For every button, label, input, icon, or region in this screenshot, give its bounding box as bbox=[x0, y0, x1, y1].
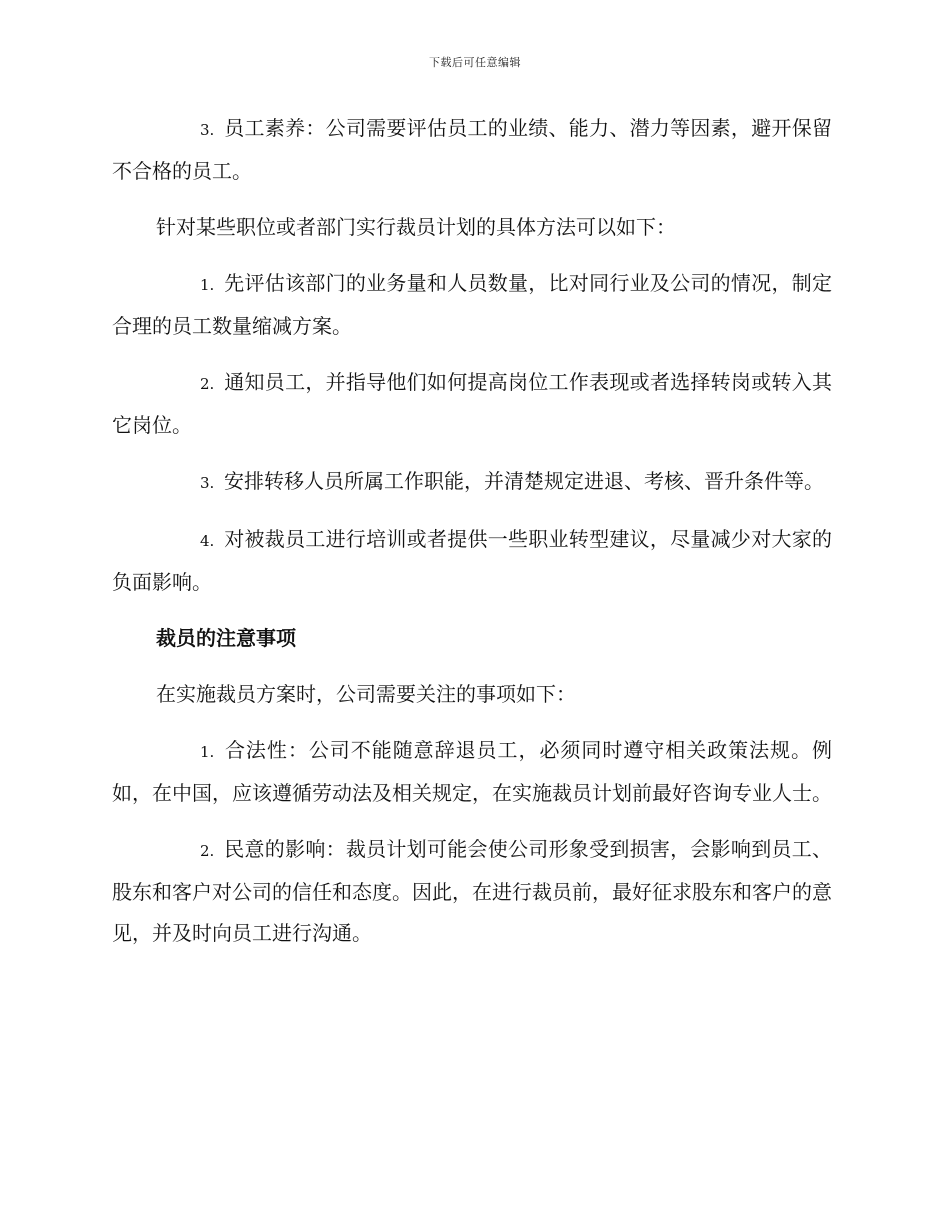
list-item bbox=[112, 263, 832, 347]
paragraph: 针对某些职位或者部门实行裁员计划的具体方法可以如下： bbox=[156, 215, 676, 239]
list-number: 3. bbox=[200, 474, 215, 492]
list-number: 4. bbox=[200, 532, 215, 550]
page-header: 下载后可任意编辑 bbox=[429, 56, 521, 69]
list-text: 民意的影响：裁员计划可能会使公司形象受到损害，会影响到员工、股东和客户对公司的信任和态度。因此，在进行裁员前，最好征求股东和客户的意见，并及时向员工进行沟通。 bbox=[112, 837, 832, 945]
list-item bbox=[112, 519, 832, 603]
list-item bbox=[112, 108, 832, 192]
list-text: 通知员工，并指导他们如何提高岗位工作表现或者选择转岗或转入其它岗位。 bbox=[112, 370, 832, 437]
list-item bbox=[112, 362, 832, 446]
list-item bbox=[112, 829, 832, 954]
list-text: 员工素养：公司需要评估员工的业绩、能力、潜力等因素，避开保留不合格的员工。 bbox=[112, 116, 832, 183]
list-number: 1. bbox=[200, 276, 215, 294]
list-number: 3. bbox=[200, 121, 215, 139]
paragraph: 在实施裁员方案时，公司需要关注的事项如下： bbox=[156, 682, 576, 706]
list-text: 合法性：公司不能随意辞退员工，必须同时遵守相关政策法规。例如，在中国，应该遵循劳动法及相关规定，在实施裁员计划前最好咨询专业人士。 bbox=[112, 738, 832, 805]
list-text: 对被裁员工进行培训或者提供一些职业转型建议，尽量减少对大家的负面影响。 bbox=[112, 527, 832, 594]
list-number: 2. bbox=[200, 842, 215, 860]
list-text: 先评估该部门的业务量和人员数量，比对同行业及公司的情况，制定合理的员工数量缩减方案。 bbox=[112, 271, 832, 338]
list-item bbox=[112, 730, 832, 814]
list-number: 1. bbox=[200, 743, 215, 761]
list-item bbox=[112, 461, 832, 504]
list-text: 安排转移人员所属工作职能，并清楚规定进退、考核、晋升条件等。 bbox=[224, 469, 824, 493]
document-body bbox=[112, 108, 832, 969]
list-number: 2. bbox=[200, 375, 215, 393]
section-heading: 裁员的注意事项 bbox=[156, 626, 296, 650]
